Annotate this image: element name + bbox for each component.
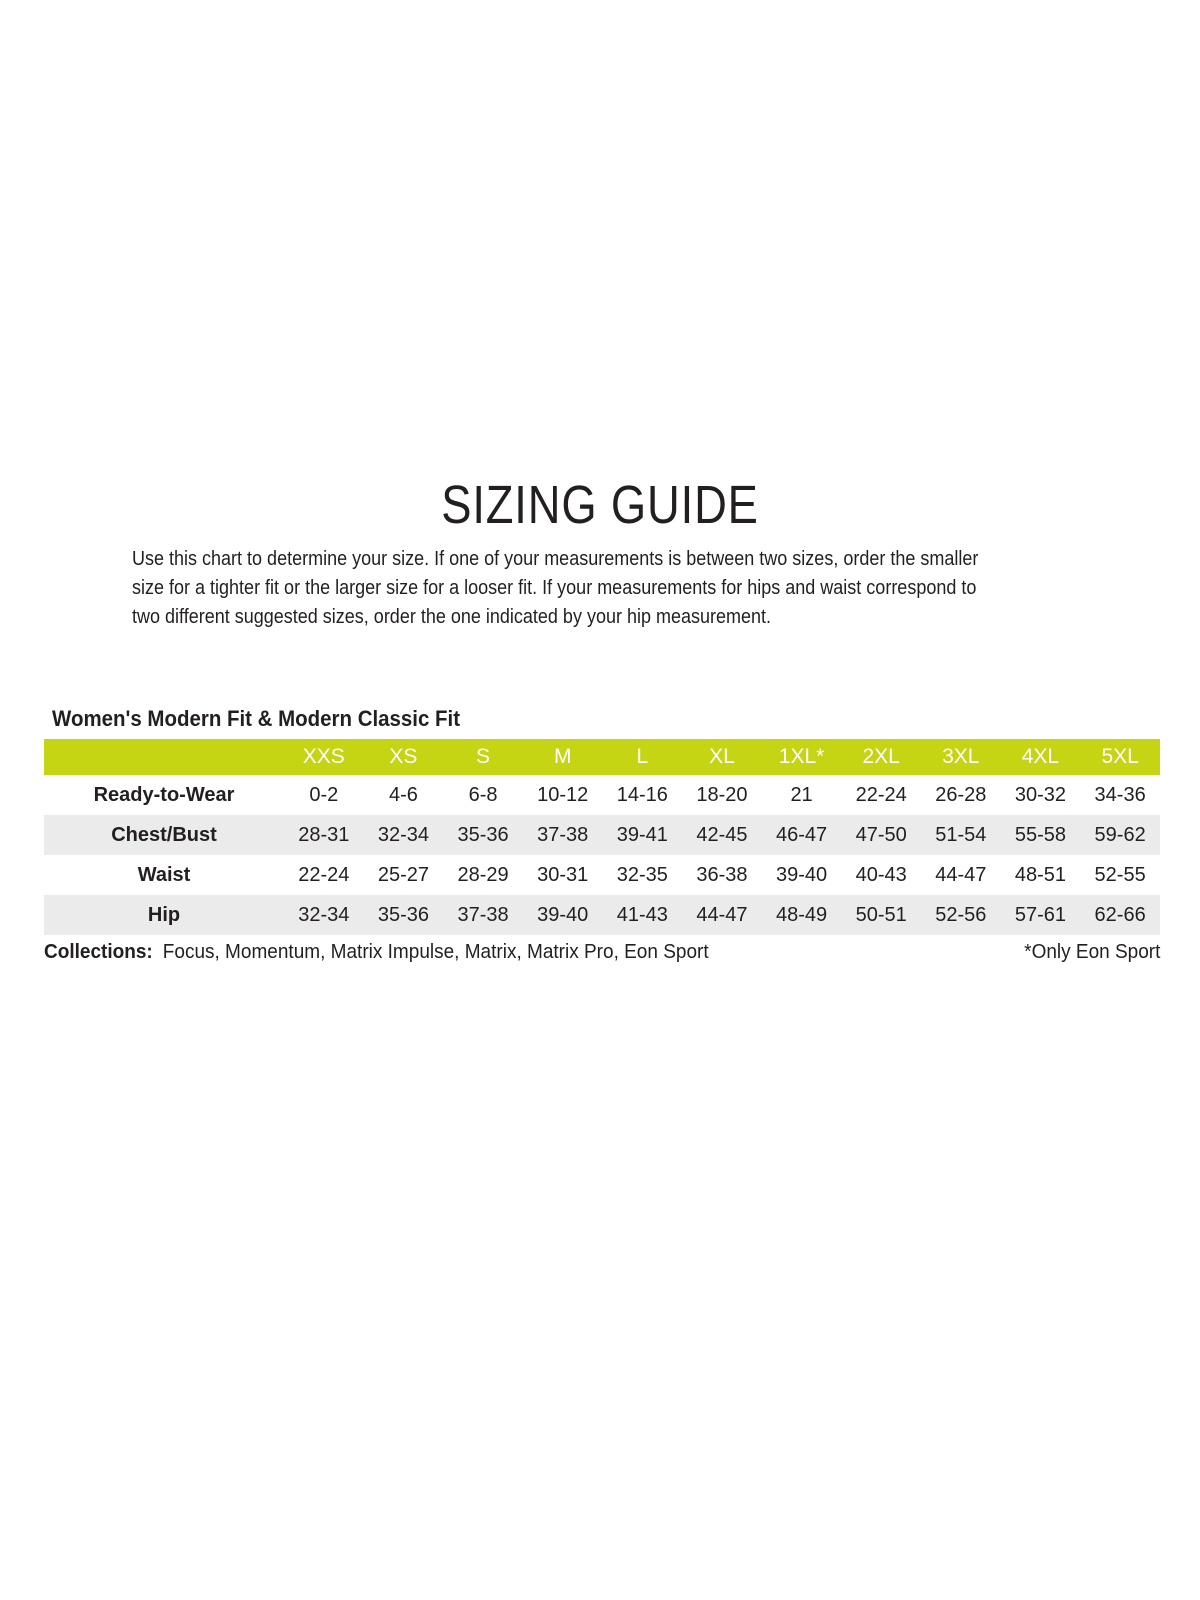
size-value-cell: 37-38 xyxy=(537,823,589,846)
size-value-cell: 44-47 xyxy=(696,903,748,926)
size-column-header: 2XL xyxy=(862,745,900,768)
row-label: Hip xyxy=(147,903,181,926)
table-row xyxy=(44,775,1160,815)
row-label: Chest/Bust xyxy=(111,823,217,846)
collections-value: Focus, Momentum, Matrix Impulse, Matrix, Matrix Pro, Eon Sport xyxy=(162,941,709,963)
size-header-row xyxy=(44,739,1160,775)
size-value-cell: 52-56 xyxy=(935,903,987,926)
size-value-cell: 30-31 xyxy=(537,863,589,886)
size-value-cell: 46-47 xyxy=(775,823,828,846)
size-value-cell: 22-24 xyxy=(855,783,907,806)
intro-line-1: Use this chart to determine your size. If one of your measurements is between two sizes, order the smaller xyxy=(132,548,979,570)
size-column-header: 4XL xyxy=(1021,745,1060,768)
size-column-header: XS xyxy=(389,745,418,768)
size-value-cell: 18-20 xyxy=(696,783,748,806)
size-value-cell: 34-36 xyxy=(1094,783,1146,806)
corner-cell xyxy=(44,739,284,775)
table-row xyxy=(44,855,1160,895)
size-value-cell: 57-61 xyxy=(1014,903,1067,926)
size-column-header: 3XL xyxy=(942,745,980,768)
page-title: SIZING GUIDE xyxy=(441,475,759,535)
size-table-body xyxy=(44,775,1160,935)
size-value-cell: 50-51 xyxy=(855,903,907,926)
size-value-cell: 35-36 xyxy=(377,903,430,926)
size-value-cell: 28-31 xyxy=(298,823,350,846)
size-value-cell: 25-27 xyxy=(377,863,430,886)
collections-note xyxy=(44,941,709,964)
size-value-cell: 32-35 xyxy=(616,863,668,886)
intro-paragraph xyxy=(132,545,1072,632)
table-row xyxy=(44,895,1160,935)
size-value-cell: 47-50 xyxy=(855,823,907,846)
size-value-cell: 42-45 xyxy=(696,823,748,846)
size-value-cell: 40-43 xyxy=(855,863,907,886)
size-value-cell: 41-43 xyxy=(616,903,668,926)
size-value-cell: 55-58 xyxy=(1014,823,1067,846)
size-value-cell: 59-62 xyxy=(1094,823,1146,846)
size-column-header: 1XL* xyxy=(778,745,825,768)
size-value-cell: 21 xyxy=(790,783,813,806)
size-value-cell: 4-6 xyxy=(388,783,418,806)
row-label: Waist xyxy=(137,863,191,886)
size-value-cell: 32-34 xyxy=(377,823,430,846)
row-label: Ready-to-Wear xyxy=(93,783,235,806)
footnote: *Only Eon Sport xyxy=(1023,941,1160,963)
size-value-cell: 36-38 xyxy=(696,863,748,886)
size-table-header xyxy=(44,739,1160,775)
size-value-cell: 37-38 xyxy=(457,903,509,926)
size-value-cell: 48-51 xyxy=(1014,863,1067,886)
size-value-cell: 26-28 xyxy=(935,783,987,806)
size-column-header: L xyxy=(636,745,649,768)
size-value-cell: 51-54 xyxy=(935,823,987,846)
table-footer xyxy=(44,941,1160,964)
size-value-cell: 39-40 xyxy=(537,903,589,926)
size-value-cell: 0-2 xyxy=(309,783,339,806)
size-value-cell: 22-24 xyxy=(298,863,350,886)
size-value-cell: 28-29 xyxy=(457,863,509,886)
size-value-cell: 48-49 xyxy=(775,903,828,926)
table-row xyxy=(44,815,1160,855)
size-column-header: M xyxy=(553,745,572,768)
size-value-cell: 62-66 xyxy=(1094,903,1146,926)
intro-line-3: two different suggested sizes, order the one indicated by your hip measurement. xyxy=(132,606,772,628)
size-value-cell: 10-12 xyxy=(537,783,589,806)
size-value-cell: 14-16 xyxy=(616,783,668,806)
size-column-header: S xyxy=(476,745,491,768)
size-value-cell: 39-41 xyxy=(616,823,668,846)
size-value-cell: 44-47 xyxy=(935,863,987,886)
size-value-cell: 30-32 xyxy=(1014,783,1067,806)
size-value-cell: 32-34 xyxy=(298,903,350,926)
size-value-cell: 52-55 xyxy=(1094,863,1146,886)
table-section-title: Women's Modern Fit & Modern Classic Fit xyxy=(52,706,461,731)
size-column-header: 5XL xyxy=(1101,745,1139,768)
size-column-header: XXS xyxy=(302,745,345,768)
collections-label: Collections: xyxy=(44,941,153,963)
size-table xyxy=(44,739,1160,935)
size-value-cell: 39-40 xyxy=(775,863,828,886)
size-column-header: XL xyxy=(709,745,735,768)
size-value-cell: 6-8 xyxy=(468,783,498,806)
intro-line-2: size for a tighter fit or the larger size for a looser fit. If your measurements for hips and waist correspond to xyxy=(132,577,977,599)
size-value-cell: 35-36 xyxy=(457,823,509,846)
